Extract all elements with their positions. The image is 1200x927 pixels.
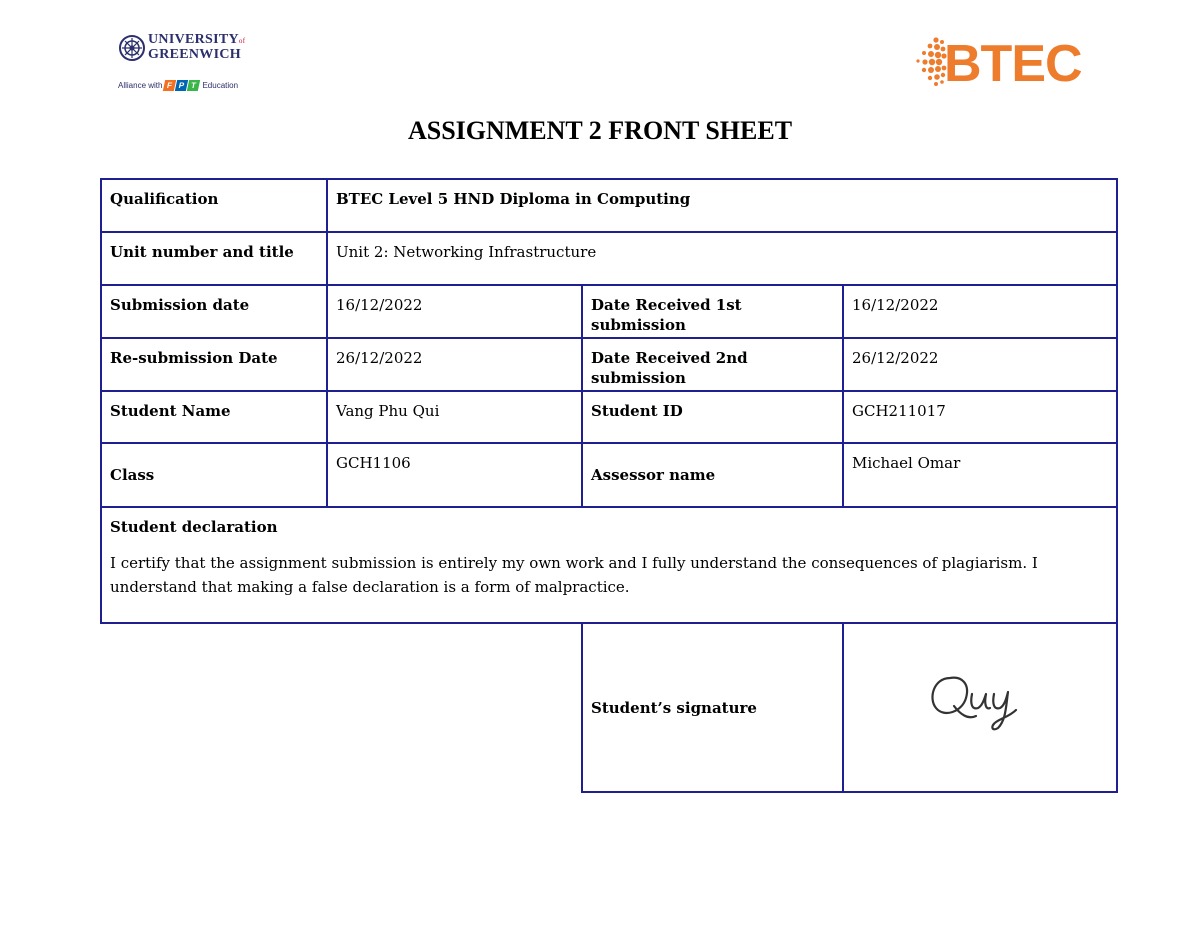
student-signature [924,664,1024,734]
student-name-label: Student Name [100,390,328,444]
resubmission-date-label: Re-submission Date [100,337,328,392]
class-value: GCH1106 [326,442,583,508]
assessor-name-value: Michael Omar [842,442,1118,508]
class-label: Class [100,442,328,508]
unit-value: Unit 2: Networking Infrastructure [326,231,1118,286]
declaration-heading: Student declaration [110,518,278,536]
qualification-value: BTEC Level 5 HND Diploma in Computing [326,178,1118,233]
qualification-label: Qualification [100,178,328,233]
btec-wordmark: BTEC [944,35,1082,93]
student-id-value: GCH211017 [842,390,1118,444]
fpt-logo: F P T [164,80,200,91]
date-received-1-value: 16/12/2022 [842,284,1118,339]
greenwich-wordmark: UNIVERSITYof GREENWICH [148,32,246,62]
assessor-name-label: Assessor name [581,442,844,508]
signature-box [842,622,1118,793]
signature-label: Student’s signature [581,622,844,793]
submission-date-value: 16/12/2022 [326,284,583,339]
greenwich-seal-icon [119,35,145,61]
student-name-value: Vang Phu Qui [326,390,583,444]
student-id-label: Student ID [581,390,844,444]
page-title: ASSIGNMENT 2 FRONT SHEET [407,116,793,145]
btec-logo [908,32,1098,94]
date-received-1-label: Date Received 1st submission [581,284,844,339]
date-received-2-value: 26/12/2022 [842,337,1118,392]
submission-date-label: Submission date [100,284,328,339]
declaration-text: I certify that the assignment submission is entirely my own work and I fully understand the consequences of plagiarism. I understand that making a false declaration is a form of malpractice. [110,554,1038,596]
resubmission-date-value: 26/12/2022 [326,337,583,392]
unit-label: Unit number and title [100,231,328,286]
date-received-2-label: Date Received 2nd submission [581,337,844,392]
fpt-alliance-line: Alliance with F P T Education [118,81,239,90]
btec-dots-icon [908,36,948,88]
university-of-greenwich-logo [116,32,246,94]
student-declaration [100,506,1118,624]
